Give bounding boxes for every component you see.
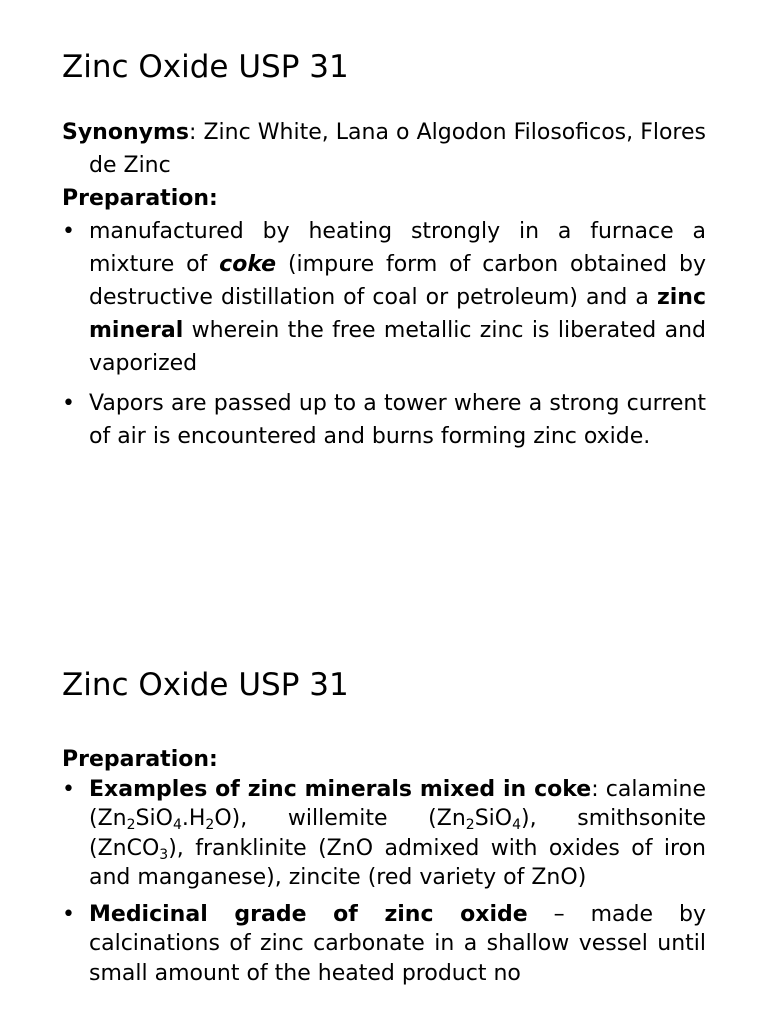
subscript: 4	[172, 817, 182, 833]
subscript: 4	[512, 817, 522, 833]
list-item-text: SiO	[135, 806, 173, 831]
list-item-text: : calamine (Zn	[89, 776, 706, 831]
zinc-mineral-term: zinc mineral	[89, 285, 706, 343]
preparation-list-1	[62, 215, 706, 453]
synonyms-paragraph	[62, 116, 706, 182]
synonyms-text: : Zinc White, Lana o Algodon Filosoficos, Flores de Zinc	[89, 120, 706, 178]
list-item	[62, 775, 706, 893]
list-item-text: .H	[181, 806, 206, 831]
list-item-text: – made by calcinations of zinc carbonate in a shallow vessel until small amount of the heated product no	[89, 901, 706, 986]
list-item-text: wherein the free metallic zinc is liberated and vaporized	[89, 318, 706, 376]
slide-2-title: Zinc Oxide USP 31	[62, 667, 349, 703]
slide-1-body	[62, 116, 706, 453]
preparation-label-text-2: Preparation:	[62, 747, 218, 772]
subscript: 2	[465, 817, 475, 833]
synonyms-label: Synonyms	[62, 120, 189, 145]
preparation-label-text-1: Preparation:	[62, 186, 218, 211]
bullet-icon: •	[62, 391, 75, 416]
examples-term: Examples of zinc minerals mixed in coke	[89, 776, 592, 802]
subscript: 2	[126, 817, 136, 833]
preparation-label-1	[62, 182, 706, 215]
slide-1-title: Zinc Oxide USP 31	[62, 49, 349, 85]
list-item	[62, 387, 706, 453]
preparation-list-2	[62, 775, 706, 989]
preparation-label-2	[62, 745, 706, 775]
slide-2-body	[62, 745, 706, 988]
list-item-text: manufactured by heating strongly in a furnace a mixture of	[89, 219, 706, 277]
subscript: 2	[205, 817, 215, 833]
list-item-text: ), smithsonite (ZnCO	[89, 806, 706, 861]
list-item-text: Vapors are passed up to a tower where a strong current of air is encountered and burns forming zinc oxide.	[89, 391, 706, 449]
subscript: 3	[159, 846, 169, 863]
list-item	[62, 900, 706, 989]
coke-term: coke	[219, 252, 277, 277]
list-item-text: (impure form of carbon obtained by destructive distillation of coal or petroleum) and a	[89, 252, 706, 310]
list-item-text: SiO	[474, 806, 513, 831]
slide-2	[0, 615, 768, 1024]
list-item-text: ), franklinite (ZnO admixed with oxides of iron and manganese), zincite (red variety of ZnO)	[89, 835, 706, 890]
bullet-icon: •	[62, 901, 75, 927]
bullet-icon: •	[62, 776, 75, 802]
medicinal-grade-term: Medicinal grade of zinc oxide	[89, 901, 528, 927]
bullet-icon: •	[62, 219, 75, 244]
list-item-text: O), willemite (Zn	[214, 806, 466, 831]
list-item	[62, 215, 706, 380]
